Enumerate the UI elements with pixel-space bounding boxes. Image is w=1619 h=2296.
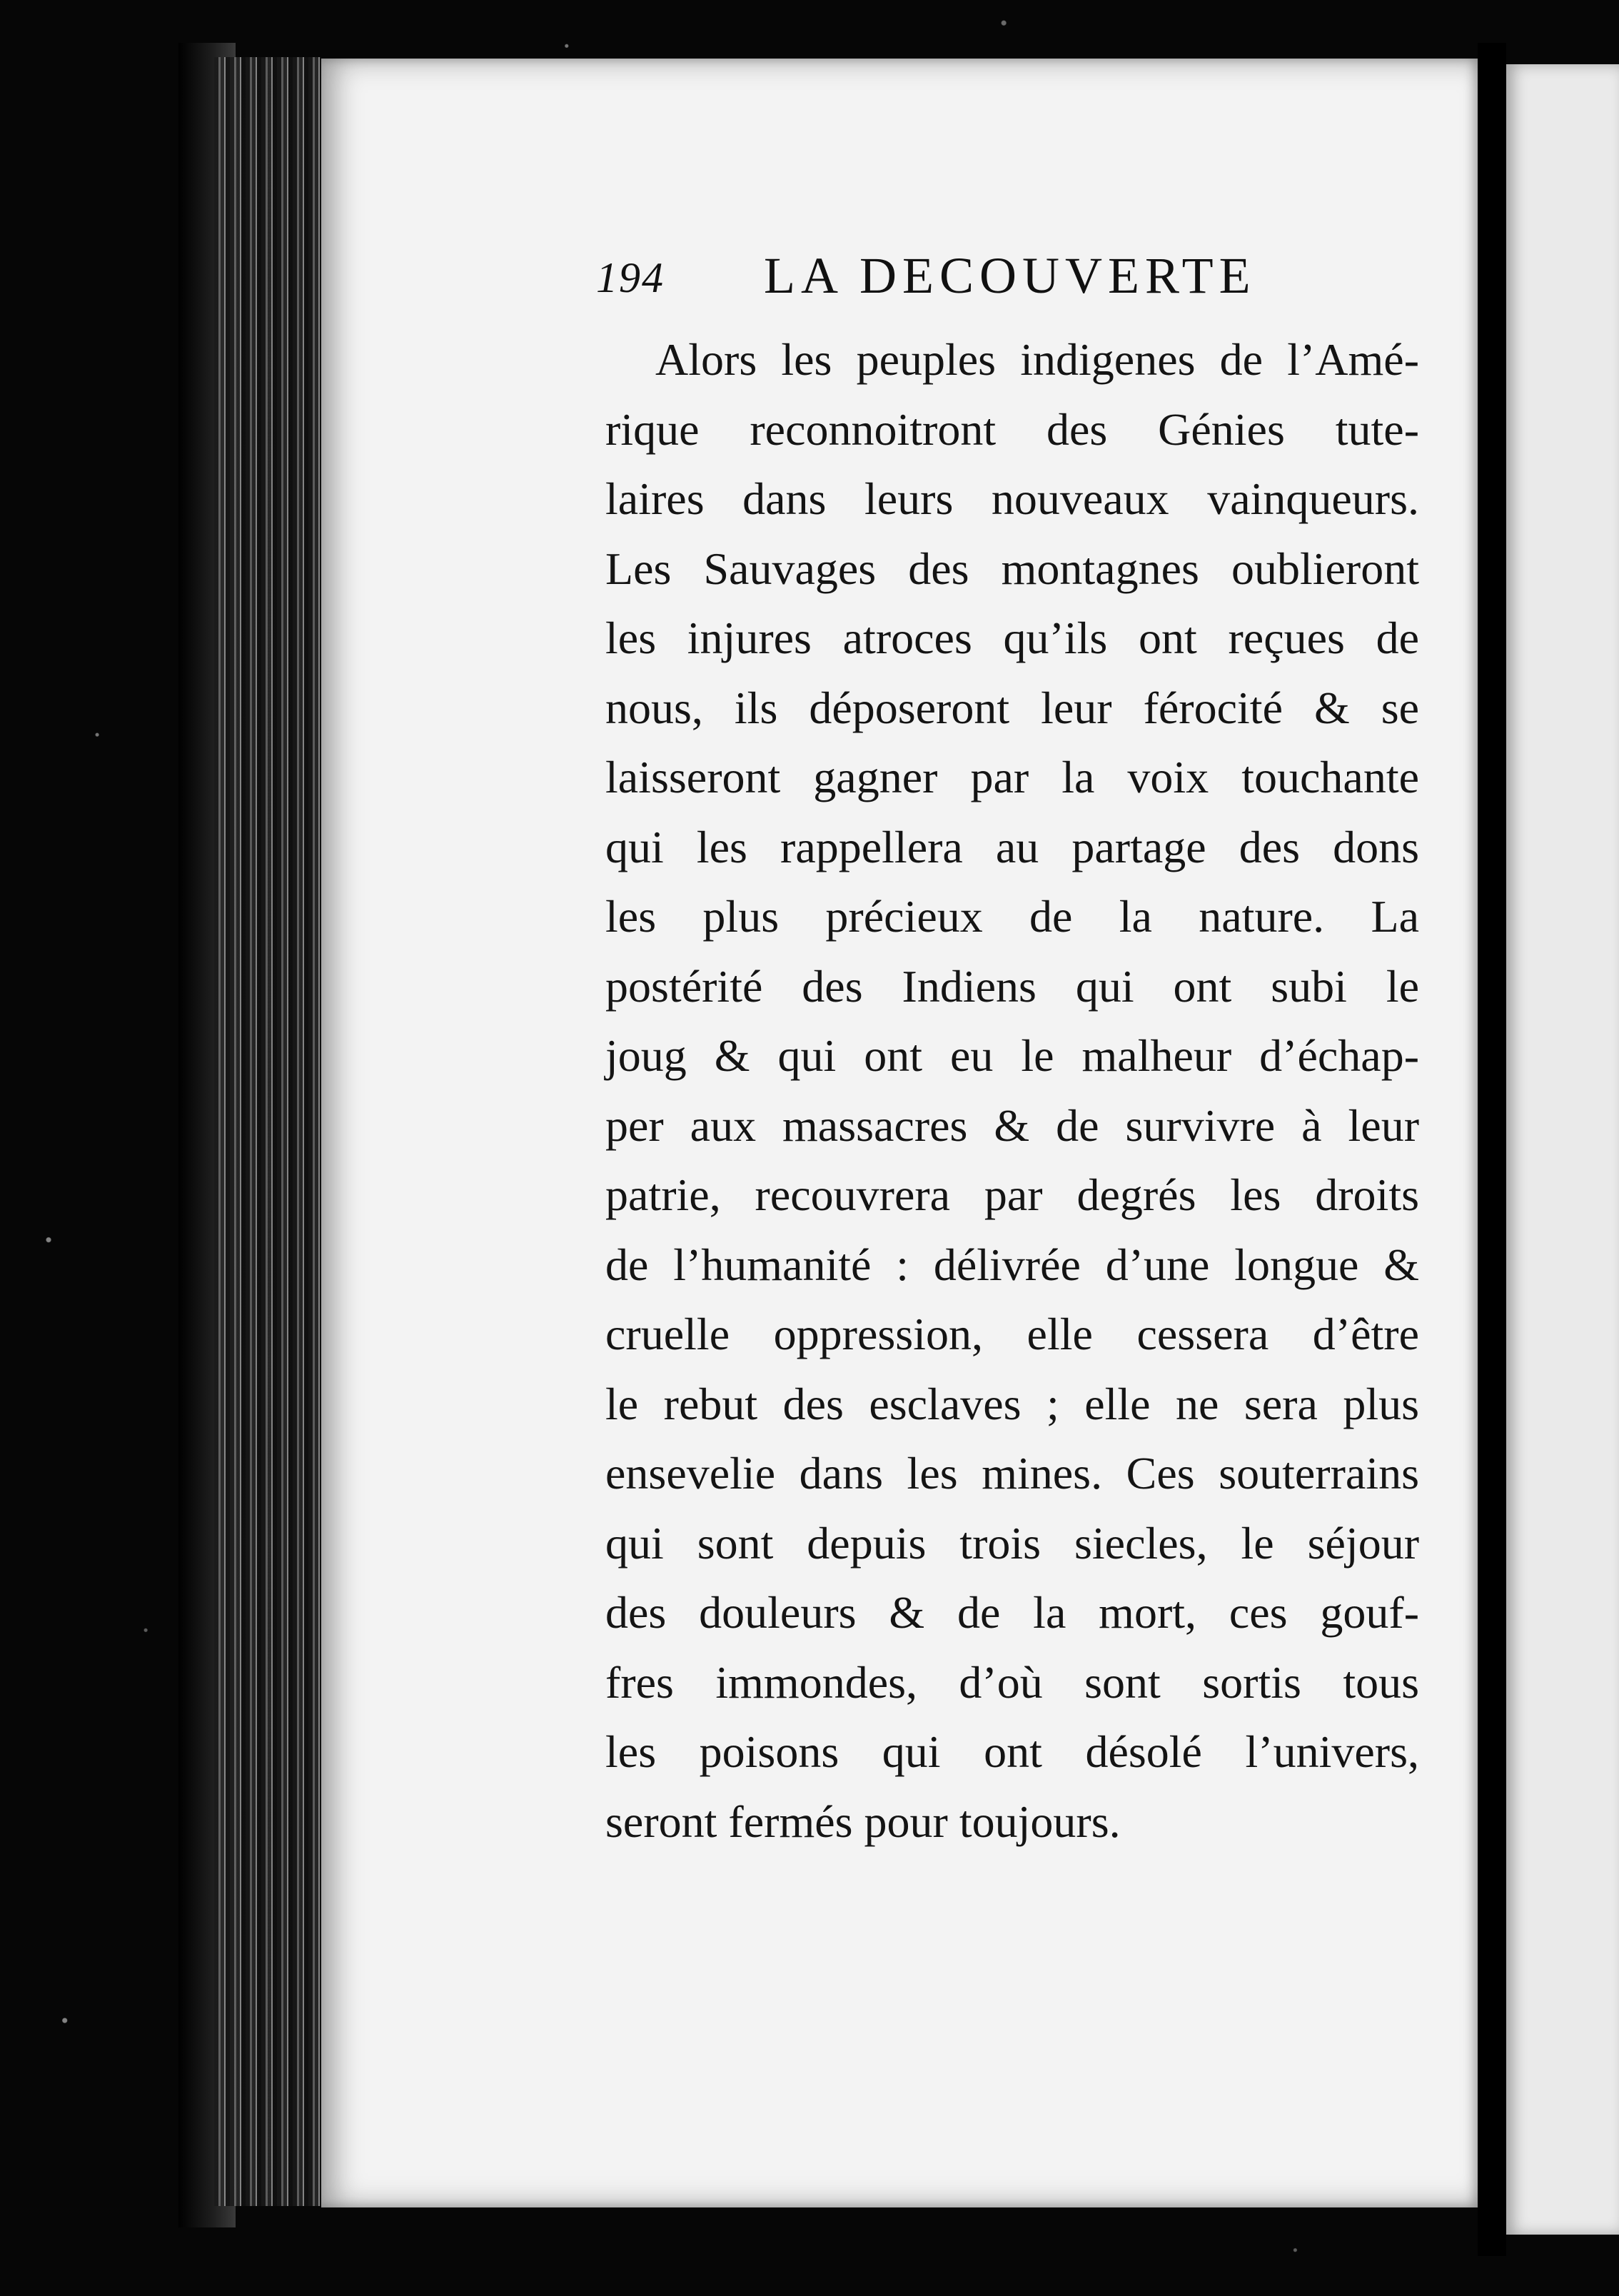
page-edges-stack	[214, 57, 321, 2206]
text-line: les injures atroces qu’ils ont reçues de	[605, 613, 1419, 663]
text-line: ensevelie dans les mines. Ces souterrains	[605, 1448, 1419, 1499]
text-line: qui les rappellera au partage des dons	[605, 821, 1419, 872]
text-line: Alors les peuples indigenes de l’Amé-	[655, 334, 1419, 385]
text-line: seront fermés pour toujours.	[605, 1796, 1121, 1847]
text-line: per aux massacres & de survivre à leur	[605, 1099, 1419, 1151]
text-line: nous, ils déposeront leur férocité & se	[605, 682, 1419, 733]
text-line: qui sont depuis trois siecles, le séjour	[605, 1517, 1419, 1569]
running-head	[596, 246, 1403, 311]
text-line: des douleurs & de la mort, ces gouf-	[605, 1587, 1419, 1638]
text-line: les plus précieux de la nature. La	[605, 891, 1419, 942]
book-gutter	[1478, 43, 1506, 2256]
text-line: cruelle oppression, elle cessera d’être	[605, 1309, 1419, 1359]
text-line: les poisons qui ont désolé l’univers,	[605, 1726, 1419, 1777]
page-number: 194	[596, 254, 665, 301]
running-title: LA DECOUVERTE	[764, 247, 1256, 304]
text-line: patrie, recouvrera par degrés les droits	[605, 1169, 1419, 1220]
text-line: laisseront gagner par la voix touchante	[605, 752, 1419, 802]
text-line: laires dans leurs nouveaux vainqueurs.	[605, 473, 1419, 524]
text-line: joug & qui ont eu le malheur d’échap-	[605, 1030, 1419, 1081]
page-body-text	[605, 325, 1419, 1856]
text-line: fres immondes, d’où sont sortis tous	[605, 1656, 1419, 1708]
facing-page-edge	[1506, 64, 1619, 2235]
text-line: rique reconnoitront des Génies tute-	[605, 403, 1419, 455]
text-line: le rebut des esclaves ; elle ne sera plus	[605, 1378, 1419, 1429]
text-line: postérité des Indiens qui ont subi le	[605, 960, 1419, 1012]
text-line: Les Sauvages des montagnes oublieront	[605, 543, 1419, 594]
text-line: de l’humanité : délivrée d’une longue &	[605, 1239, 1419, 1290]
